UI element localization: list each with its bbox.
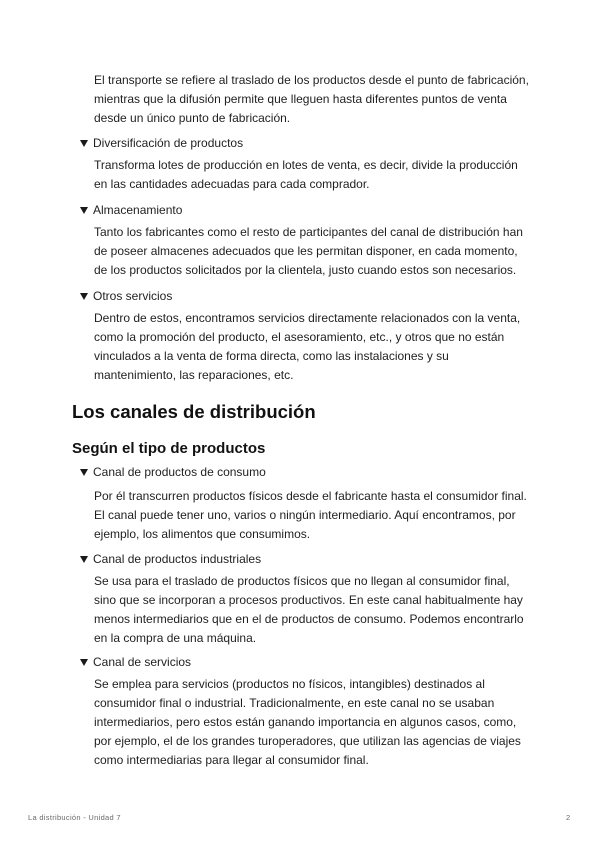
list-item-otros-servicios [80,288,172,304]
subsection-title: Según el tipo de productos [72,440,266,457]
list-item-text: Se usa para el traslado de productos físicos que no llegan al consumidor final, sino que se incorporan a procesos productivos. En este canal habitualmente hay menos intermediarios que en el de productos de consumo. Podemos encontrarlo en la compra de una máquina. [94,574,524,645]
list-item-label: Otros servicios [93,289,173,303]
list-item-text: Dentro de estos, encontramos servicios directamente relacionados con la venta, como la promoción del producto, el asesoramiento, etc., y otros que no están vinculados a la venta de forma directa, como las instalaciones y su mantenimiento, las reparaciones, etc. [94,311,521,382]
intro-paragraph: El transporte se refiere al traslado de los productos desde el punto de fabricación, mientras que la difusión permite que lleguen hasta diferentes puntos de venta desde un único punto de fabricación. [94,73,529,125]
list-item-almacenamiento [80,202,182,218]
triangle-down-icon [80,556,88,563]
list-item-label: Diversificación de productos [93,136,244,150]
list-item-text: Por él transcurren productos físicos desde el fabricante hasta el consumidor final. El canal puede tener uno, varios o ningún intermediario. Aquí encontramos, por ejemplo, los alimentos que consumimos. [94,489,527,541]
page-number: 2 [566,813,571,822]
section-title: Los canales de distribución [72,401,316,422]
triangle-down-icon [80,207,88,214]
list-item-label: Almacenamiento [93,203,183,217]
list-item-diversificacion [80,135,243,151]
list-item-label: Canal de productos de consumo [93,465,266,479]
list-item-canal-industriales [80,551,261,567]
triangle-down-icon [80,659,88,666]
list-item-canal-consumo [80,464,266,480]
triangle-down-icon [80,293,88,300]
list-item-canal-servicios [80,654,191,670]
footer-title: La distribución - Unidad 7 [28,813,121,822]
list-item-text: Tanto los fabricantes como el resto de participantes del canal de distribución han de poseer almacenes adecuados que les permitan disponer, en cada momento, de los productos solicitados por la clientela, justo cuando estos son necesarios. [94,225,523,277]
list-item-label: Canal de servicios [93,655,192,669]
list-item-text: Transforma lotes de producción en lotes de venta, es decir, divide la producción en las cantidades adecuadas para cada comprador. [94,158,518,191]
triangle-down-icon [80,469,88,476]
list-item-text: Se emplea para servicios (productos no físicos, intangibles) destinados al consumidor final o industrial. Tradicionalmente, en este canal no se usaban intermediarios, pero estos están ganando importancia en algunos casos, como, por ejemplo, el de los grandes turoperadores, que utilizan las agencias de viajes como intermediarias para llegar al consumidor final. [94,677,521,767]
list-item-label: Canal de productos industriales [93,552,262,566]
triangle-down-icon [80,140,88,147]
